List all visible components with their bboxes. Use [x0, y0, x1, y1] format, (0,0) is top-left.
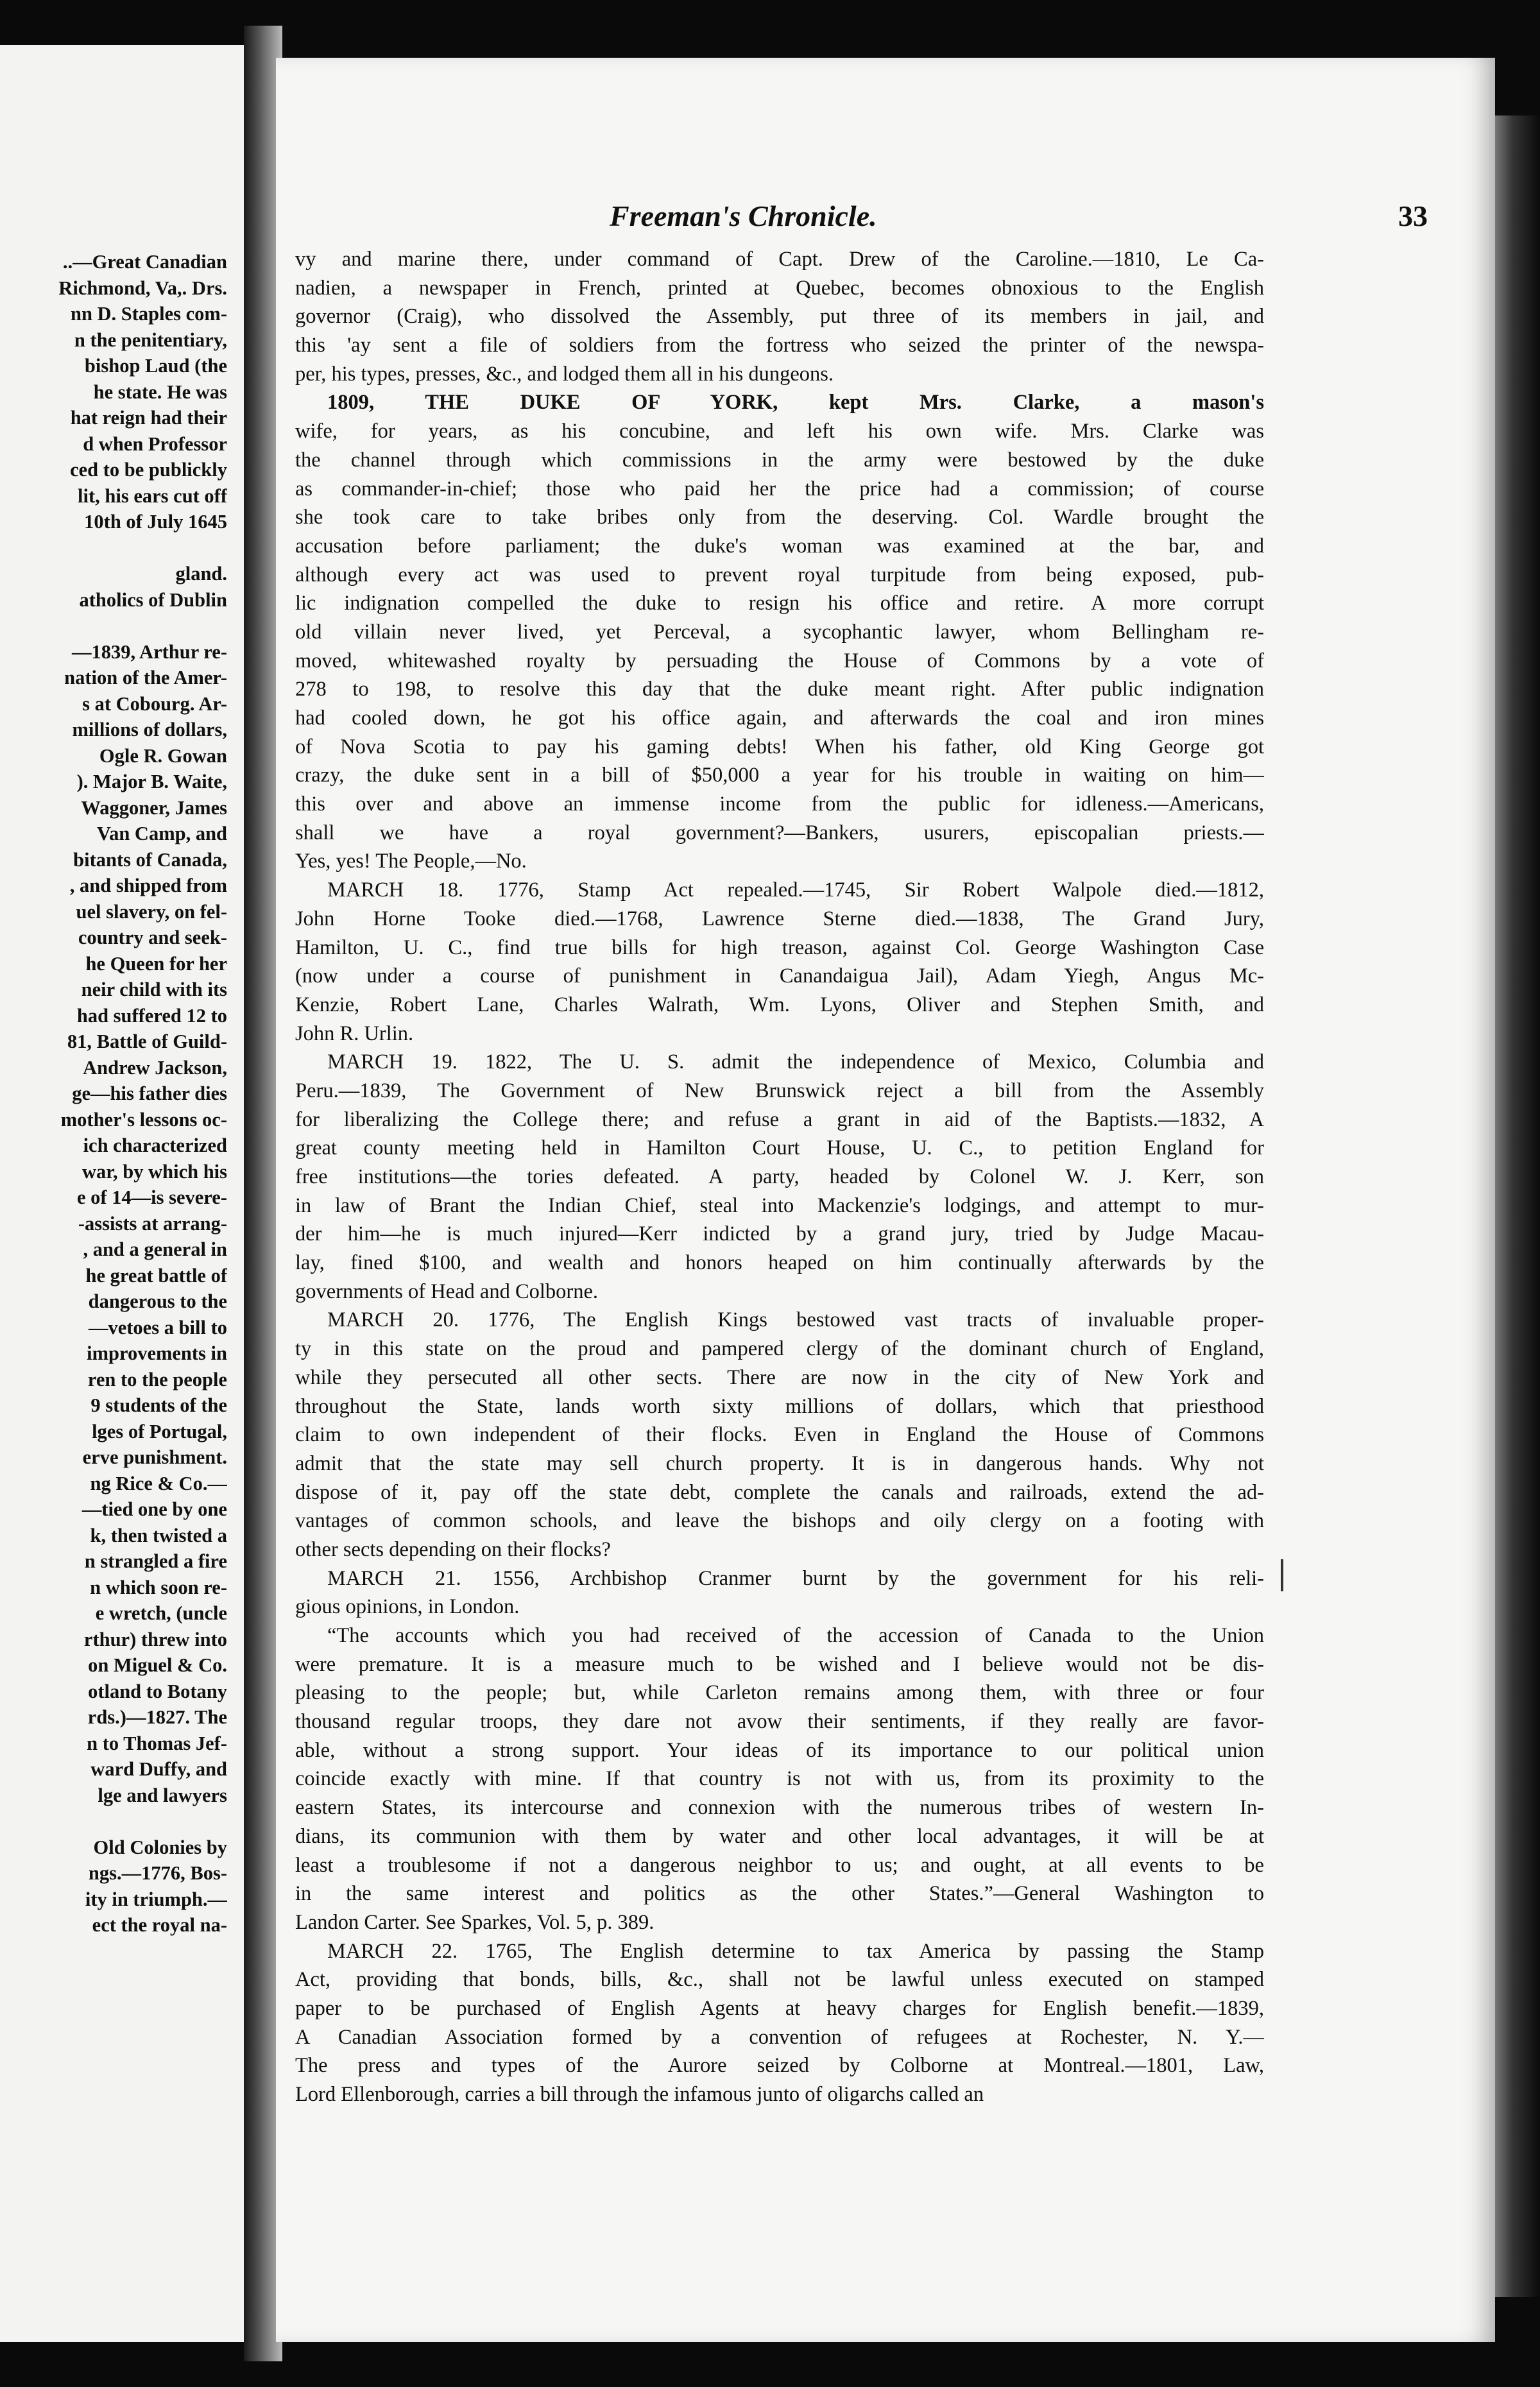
text-line: pleasing to the people; but, while Carleton remains among them, with three or four	[295, 1681, 1264, 1705]
left-text-line: n the penitentiary,	[74, 329, 227, 351]
text-line: MARCH 20. 1776, The English Kings bestowed vast tracts of invaluable proper-	[327, 1308, 1264, 1332]
left-text-line: millions of dollars,	[72, 719, 227, 740]
text-line: were premature. It is a measure much to be wished and I believe would not be dis-	[295, 1652, 1264, 1676]
left-text-line: Old Colonies by	[93, 1836, 227, 1858]
left-text-line: rds.)—1827. The	[87, 1706, 227, 1728]
left-text-line: ced to be publickly	[70, 459, 227, 481]
text-line: wife, for years, as his concubine, and left his own wife. Mrs. Clarke was	[295, 420, 1264, 443]
header-title: Freeman's Chronicle.	[610, 200, 877, 232]
margin-mark	[1281, 1559, 1283, 1591]
text-line: able, without a strong support. Your ideas of its importance to our political union	[295, 1738, 1264, 1762]
left-text-line: he state. He was	[93, 381, 227, 403]
left-text-line: ward Duffy, and	[90, 1758, 227, 1780]
left-text-line: d when Professor	[83, 432, 227, 455]
text-line: 1809, THE DUKE OF YORK, kept Mrs. Clarke, a mason's	[327, 391, 1264, 415]
text-line: although every act was used to prevent royal turpitude from being exposed, pub-	[295, 563, 1264, 586]
text-line: John Horne Tooke died.—1768, Lawrence Sterne died.—1838, The Grand Jury,	[295, 907, 1264, 930]
text-line: lic indignation compelled the duke to resign his office and retire. A more corrupt	[295, 592, 1264, 615]
left-text-line: gland.	[175, 563, 227, 585]
left-text-line: nn D. Staples com-	[70, 303, 227, 325]
text-line: Lord Ellenborough, carries a bill through the infamous junto of oligarchs called an	[295, 2083, 984, 2106]
text-line: in law of Brant the Indian Chief, steal into Mackenzie's lodgings, and attempt to mur-	[295, 1194, 1264, 1217]
text-line: Kenzie, Robert Lane, Charles Walrath, Wm. Lyons, Oliver and Stephen Smith, and	[295, 993, 1264, 1016]
left-text-line: ng Rice & Co.—	[90, 1472, 227, 1494]
left-page-text	[0, 249, 227, 1938]
left-text-line: 9 students of the	[90, 1394, 227, 1416]
left-text-line: —tied one by one	[81, 1498, 227, 1520]
left-text-line: mother's lessons oc-	[60, 1108, 227, 1131]
left-text-line: ich characterized	[83, 1134, 227, 1156]
text-line: (now under a course of punishment in Canandaigua Jail), Adam Yiegh, Angus Mc-	[295, 964, 1264, 988]
left-page-fragment	[0, 45, 246, 2342]
left-text-line: rthur) threw into	[83, 1628, 227, 1650]
text-line: paper to be purchased of English Agents at heavy charges for English benefit.—1839,	[295, 1996, 1264, 2020]
left-text-line	[0, 535, 227, 561]
text-line: this over and above an immense income from the public for idleness.—Americans,	[295, 792, 1264, 816]
left-text-line: ren to the people	[87, 1368, 227, 1390]
left-text-line: Van Camp, and	[96, 823, 227, 844]
text-line: MARCH 19. 1822, The U. S. admit the independence of Mexico, Columbia and	[327, 1050, 1264, 1074]
text-line: Act, providing that bonds, bills, &c., shall not be lawful unless executed on stamped	[295, 1968, 1264, 1992]
text-line: had cooled down, he got his office again, and afterwards the coal and iron mines	[295, 706, 1264, 730]
text-line: vantages of common schools, and leave the bishops and oily clergy on a footing with	[295, 1509, 1264, 1533]
left-text-line: -assists at arrang-	[78, 1212, 227, 1235]
left-text-line: lit, his ears cut off	[78, 484, 227, 507]
left-text-line: nation of the Amer-	[64, 667, 227, 689]
text-line: she took care to take bribes only from the deserving. Col. Wardle brought the	[295, 506, 1264, 529]
text-line: while they persecuted all other sects. There are now in the city of New York and	[295, 1365, 1264, 1389]
text-line: “The accounts which you had received of the accession of Canada to the Union	[327, 1624, 1264, 1647]
text-line: throughout the State, lands worth sixty millions of dollars, which that priesthood	[295, 1394, 1264, 1418]
left-text-line: ge—his father dies	[72, 1082, 227, 1104]
left-text-line: had suffered 12 to	[76, 1004, 227, 1027]
left-text-line: erve punishment.	[82, 1446, 227, 1468]
body-text	[276, 245, 1264, 2109]
text-line: gious opinions, in London.	[295, 1595, 520, 1619]
left-text-line: , and a general in	[83, 1238, 227, 1260]
text-line: Yes, yes! The People,—No.	[295, 850, 527, 873]
left-text-line: lges of Portugal,	[92, 1420, 227, 1442]
left-text-line: e wretch, (uncle	[95, 1602, 227, 1624]
left-text-line: ). Major B. Waite,	[76, 771, 227, 792]
text-line: as commander-in-chief; those who paid her the price had a commission; of course	[295, 477, 1264, 501]
left-text-line: k, then twisted a	[90, 1524, 227, 1546]
left-text-line: ity in triumph.—	[85, 1888, 227, 1910]
text-line: nadien, a newspaper in French, printed at Quebec, becomes obnoxious to the English	[295, 276, 1264, 300]
left-text-line: s at Cobourg. Ar-	[82, 692, 227, 715]
text-line: great county meeting held in Hamilton Court House, U. C., to petition England for	[295, 1136, 1264, 1160]
text-line: free institutions—the tories defeated. A party, headed by Colonel W. J. Kerr, son	[295, 1165, 1264, 1188]
text-line: thousand regular troops, they dare not avow their sentiments, if they really are favor-	[295, 1710, 1264, 1734]
text-line: in the same interest and politics as the other States.”—General Washington to	[295, 1882, 1264, 1906]
left-text-line: Waggoner, James	[81, 796, 227, 819]
text-line: der him—he is much injured—Kerr indicted by a grand jury, tried by Judge Macau-	[295, 1222, 1264, 1246]
left-text-line: 81, Battle of Guild-	[67, 1031, 227, 1052]
text-line: A Canadian Association formed by a convention of refugees at Rochester, N. Y.—	[295, 2025, 1264, 2049]
text-line: John R. Urlin.	[295, 1022, 414, 1045]
left-text-line: —vetoes a bill to	[88, 1316, 227, 1339]
left-text-line: —1839, Arthur re-	[71, 640, 227, 663]
left-text-line: atholics of Dublin	[79, 588, 227, 611]
text-line: vy and marine there, under command of Capt. Drew of the Caroline.—1810, Le Ca-	[295, 248, 1264, 271]
left-text-line: otland to Botany	[88, 1680, 227, 1702]
text-line: coincide exactly with mine. If that country is not with us, from its proximity to the	[295, 1767, 1264, 1791]
left-text-line: neir child with its	[81, 979, 227, 1000]
text-line: dians, its communion with them by water and other local advantages, it will be at	[295, 1824, 1264, 1848]
left-text-line: , and shipped from	[69, 875, 227, 896]
text-line: per, his types, presses, &c., and lodged them all in his dungeons.	[295, 362, 834, 386]
left-text-line: improvements in	[87, 1342, 227, 1364]
left-text-line: n which soon re-	[90, 1576, 227, 1598]
text-line: lay, fined $100, and wealth and honors heaped on him continually afterwards by the	[295, 1251, 1264, 1275]
left-text-line: n strangled a fire	[84, 1550, 227, 1572]
text-line: eastern States, its intercourse and connexion with the numerous tribes of western In-	[295, 1796, 1264, 1820]
left-text-line: n to Thomas Jef-	[87, 1732, 227, 1754]
text-line: Landon Carter. See Sparkes, Vol. 5, p. 389.	[295, 1910, 654, 1934]
text-line: least a troublesome if not a dangerous neighbor to us; and ought, at all events to be	[295, 1853, 1264, 1877]
left-text-line: uel slavery, on fel-	[76, 900, 227, 923]
left-text-line: bishop Laud (the	[84, 355, 227, 377]
text-line: The press and types of the Aurore seized by Colborne at Montreal.—1801, Law,	[295, 2054, 1264, 2078]
left-text-line: ect the royal na-	[92, 1914, 227, 1936]
text-line: for liberalizing the College there; and refuse a grant in aid of the Baptists.—1832, A	[295, 1108, 1264, 1131]
text-line: of Nova Scotia to pay his gaming debts! When his father, old King George got	[295, 735, 1264, 758]
left-text-line: hat reign had their	[70, 407, 227, 429]
left-text-line	[0, 613, 227, 639]
text-line: Peru.—1839, The Government of New Brunswick reject a bill from the Assembly	[295, 1079, 1264, 1102]
left-text-line: Andrew Jackson,	[83, 1056, 227, 1079]
left-text-line: dangerous to the	[88, 1290, 227, 1312]
left-text-line	[0, 1808, 227, 1835]
left-text-line: ngs.—1776, Bos-	[88, 1862, 227, 1884]
text-line: 278 to 198, to resolve this day that the duke meant right. After public indignation	[295, 678, 1264, 701]
running-header	[276, 199, 1444, 244]
left-text-line: e of 14—is severe-	[76, 1186, 227, 1208]
text-line: crazy, the duke sent in a bill of $50,000 a year for his trouble in waiting on him—	[295, 764, 1264, 787]
page-edge-shadow	[1495, 116, 1540, 2297]
text-line: admit that the state may sell church property. It is in dangerous hands. Why not	[295, 1451, 1264, 1475]
left-text-line: war, by which his	[82, 1160, 227, 1183]
left-text-line: he great battle of	[85, 1264, 227, 1287]
text-line: old villain never lived, yet Perceval, a sycophantic lawyer, whom Bellingham re-	[295, 620, 1264, 644]
left-text-line: on Miguel & Co.	[88, 1654, 227, 1676]
text-line: moved, whitewashed royalty by persuading the House of Commons by a vote of	[295, 649, 1264, 672]
left-text-line: bitants of Canada,	[73, 848, 227, 871]
text-line: governments of Head and Colborne.	[295, 1279, 599, 1303]
text-line: MARCH 18. 1776, Stamp Act repealed.—1745, Sir Robert Walpole died.—1812,	[327, 878, 1264, 902]
left-text-line: lge and lawyers	[98, 1784, 227, 1806]
text-line: claim to own independent of their flocks. Even in England the House of Commons	[295, 1423, 1264, 1447]
text-line: this 'ay sent a file of soldiers from the fortress who seized the printer of the newspa-	[295, 334, 1264, 357]
text-line: ty in this state on the proud and pampered clergy of the dominant church of England,	[295, 1337, 1264, 1361]
left-text-line: 10th of July 1645	[84, 511, 227, 533]
text-line: other sects depending on their flocks?	[295, 1537, 611, 1561]
left-text-line: country and seek-	[78, 927, 227, 948]
main-page	[276, 58, 1495, 2342]
text-line: Hamilton, U. C., find true bills for high treason, against Col. George Washington Case	[295, 936, 1264, 959]
text-line: dispose of it, pay off the state debt, complete the canals and railroads, extend the ad-	[295, 1480, 1264, 1504]
page-number: 33	[1398, 200, 1428, 232]
left-text-line: Ogle R. Gowan	[99, 744, 227, 767]
text-line: MARCH 21. 1556, Archbishop Cranmer burnt by the government for his reli-	[327, 1566, 1264, 1590]
text-line: the channel through which commissions in the army were bestowed by the duke	[295, 448, 1264, 472]
left-text-line: he Queen for her	[85, 952, 227, 975]
left-text-line: ..—Great Canadian	[62, 251, 227, 273]
text-line: accusation before parliament; the duke's woman was examined at the bar, and	[295, 534, 1264, 558]
text-line: MARCH 22. 1765, The English determine to tax America by passing the Stamp	[327, 1939, 1264, 1963]
text-line: shall we have a royal government?—Bankers, usurers, episcopalian priests.—	[295, 821, 1264, 844]
left-text-line: Richmond, Va,. Drs.	[58, 277, 227, 299]
text-line: governor (Craig), who dissolved the Assembly, put three of its members in jail, and	[295, 305, 1264, 329]
